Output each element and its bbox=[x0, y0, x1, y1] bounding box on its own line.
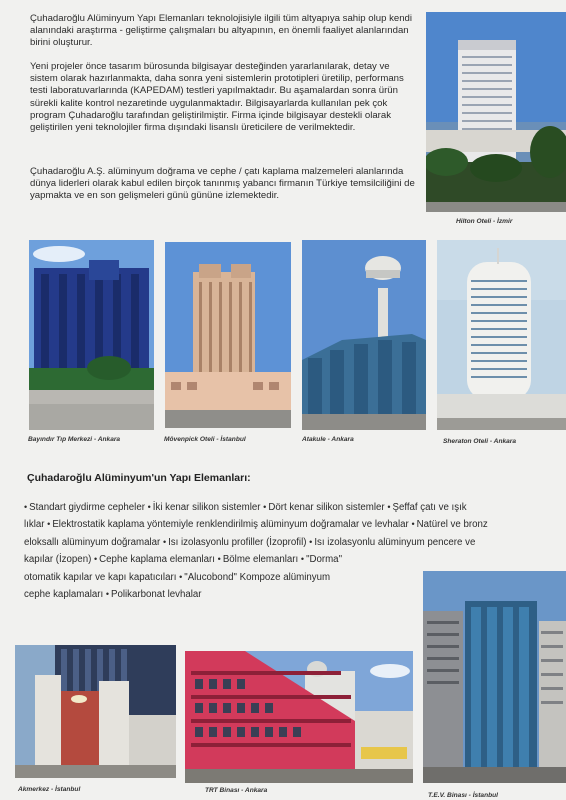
caption-bayindir: Bayındır Tıp Merkezi - Ankara bbox=[28, 436, 121, 443]
hilton-hotel-photo bbox=[426, 12, 566, 212]
list-item: Standart giydirme cepheler bbox=[29, 502, 145, 513]
bullet: • bbox=[411, 519, 415, 530]
intro-paragraph-1: Çuhadaroğlu Alüminyum Yapı Elemanları teknolojisiyle ilgili tüm altyapıya sahip olup kendi alanındaki araştırma - geliştirme çalışmaları bu altyapının, en önemli faaliyet alanlarından birini oluşturur. bbox=[30, 13, 413, 49]
list-item: Bölme elemanları bbox=[222, 554, 299, 566]
product-list-line bbox=[24, 499, 566, 516]
caption-hilton: Hilton Oteli - İzmir bbox=[456, 218, 513, 225]
caption-trt: TRT Binası - Ankara bbox=[205, 787, 268, 794]
list-item: Elektrostatik kaplama yöntemiyle renklendirilmiş alüminyum doğramalar ve levhalar bbox=[52, 519, 409, 531]
bayindir-photo bbox=[29, 240, 154, 430]
bullet: • bbox=[24, 502, 28, 512]
list-item: "Alucobond" Kompoze alüminyum bbox=[184, 571, 331, 583]
bullet: • bbox=[217, 554, 221, 565]
caption-movenpick: Mövenpick Oteli - İstanbul bbox=[164, 436, 246, 443]
movenpick-photo bbox=[165, 242, 291, 428]
list-item: Isı izolasyonlu profiller (İzoprofil) bbox=[168, 536, 307, 548]
section-heading: Çuhadaroğlu Alüminyum'un Yapı Elemanları: bbox=[27, 472, 251, 484]
list-item: Şeffaf çatı ve ışık bbox=[392, 502, 467, 513]
trt-building-photo bbox=[185, 651, 413, 783]
list-item: eloksallı alüminyum doğramalar bbox=[24, 536, 161, 548]
intro-paragraph-2: Yeni projeler önce tasarım bürosunda bilgisayar desteğinden yararlanılarak, detay ve sistem olarak hazırlanmakta, daha sonra yeni sistemlerin prototipleri üretilip, performans testi laboratuvarlarında (KAPEDAM) testleri yapılmaktadır. Bu aşamalardan sonra ürün sürekli kalite kontrol nezaretinde uygulanmaktadır. Bilgisayarlarda kullanılan pek çok program Çuhadaroğlu tarafından geliştirilmiştir. Firma içinde bilgisayar destekli olarak geliştirilen yeni teknolojiler firma dışındaki lisanslı üreticilere de verilmektedir. bbox=[30, 61, 404, 134]
tev-building-photo bbox=[423, 571, 566, 783]
bullet: • bbox=[300, 554, 305, 565]
list-item: kapılar (İzopen) bbox=[24, 554, 92, 566]
atakule-photo bbox=[302, 240, 426, 430]
product-list-line bbox=[24, 516, 566, 533]
list-item: Cephe kaplama elemanları bbox=[99, 554, 215, 566]
list-item: Dört kenar silikon sistemler bbox=[268, 502, 385, 513]
bullet: • bbox=[162, 536, 167, 547]
list-item: "Dorma" bbox=[306, 554, 343, 566]
akmerkez-photo bbox=[15, 645, 176, 778]
list-item: otomatik kapılar ve kapı kapatıcıları bbox=[24, 571, 177, 583]
list-item: cephe kaplamaları bbox=[24, 589, 104, 601]
bullet: • bbox=[179, 571, 183, 582]
list-item: Polikarbonat levhalar bbox=[111, 589, 202, 601]
caption-sheraton: Sheraton Oteli - Ankara bbox=[443, 438, 517, 445]
list-item: lıklar bbox=[24, 519, 45, 531]
caption-tev: T.E.V. Binası - İstanbul bbox=[428, 792, 498, 799]
bullet: • bbox=[94, 554, 98, 565]
product-list-line bbox=[24, 534, 566, 551]
bullet: • bbox=[105, 589, 110, 600]
bullet: • bbox=[309, 536, 313, 547]
caption-akmerkez: Akmerkez - İstanbul bbox=[18, 786, 81, 793]
product-list-line bbox=[24, 551, 566, 568]
bullet: • bbox=[47, 519, 51, 530]
sheraton-photo bbox=[437, 240, 566, 430]
list-item: Isı izolasyonlu alüminyum pencere ve bbox=[314, 536, 476, 548]
bullet: • bbox=[147, 502, 151, 512]
bullet: • bbox=[387, 502, 391, 512]
bullet: • bbox=[263, 502, 267, 512]
list-item: İki kenar silikon sistemler bbox=[152, 502, 261, 513]
intro-paragraph-3: Çuhadaroğlu A.Ş. alüminyum doğrama ve cephe / çatı kaplama malzemeleri alanlarında dünya liderleri olarak kabul edilen birçok tanınmış yabancı firmanın Türkiye temsilciliğini de yapmakta ve en son gelişmeleri günü gününe izlemektedir. bbox=[30, 166, 415, 202]
list-item: Natürel ve bronz bbox=[416, 519, 488, 531]
caption-atakule: Atakule - Ankara bbox=[302, 436, 354, 443]
